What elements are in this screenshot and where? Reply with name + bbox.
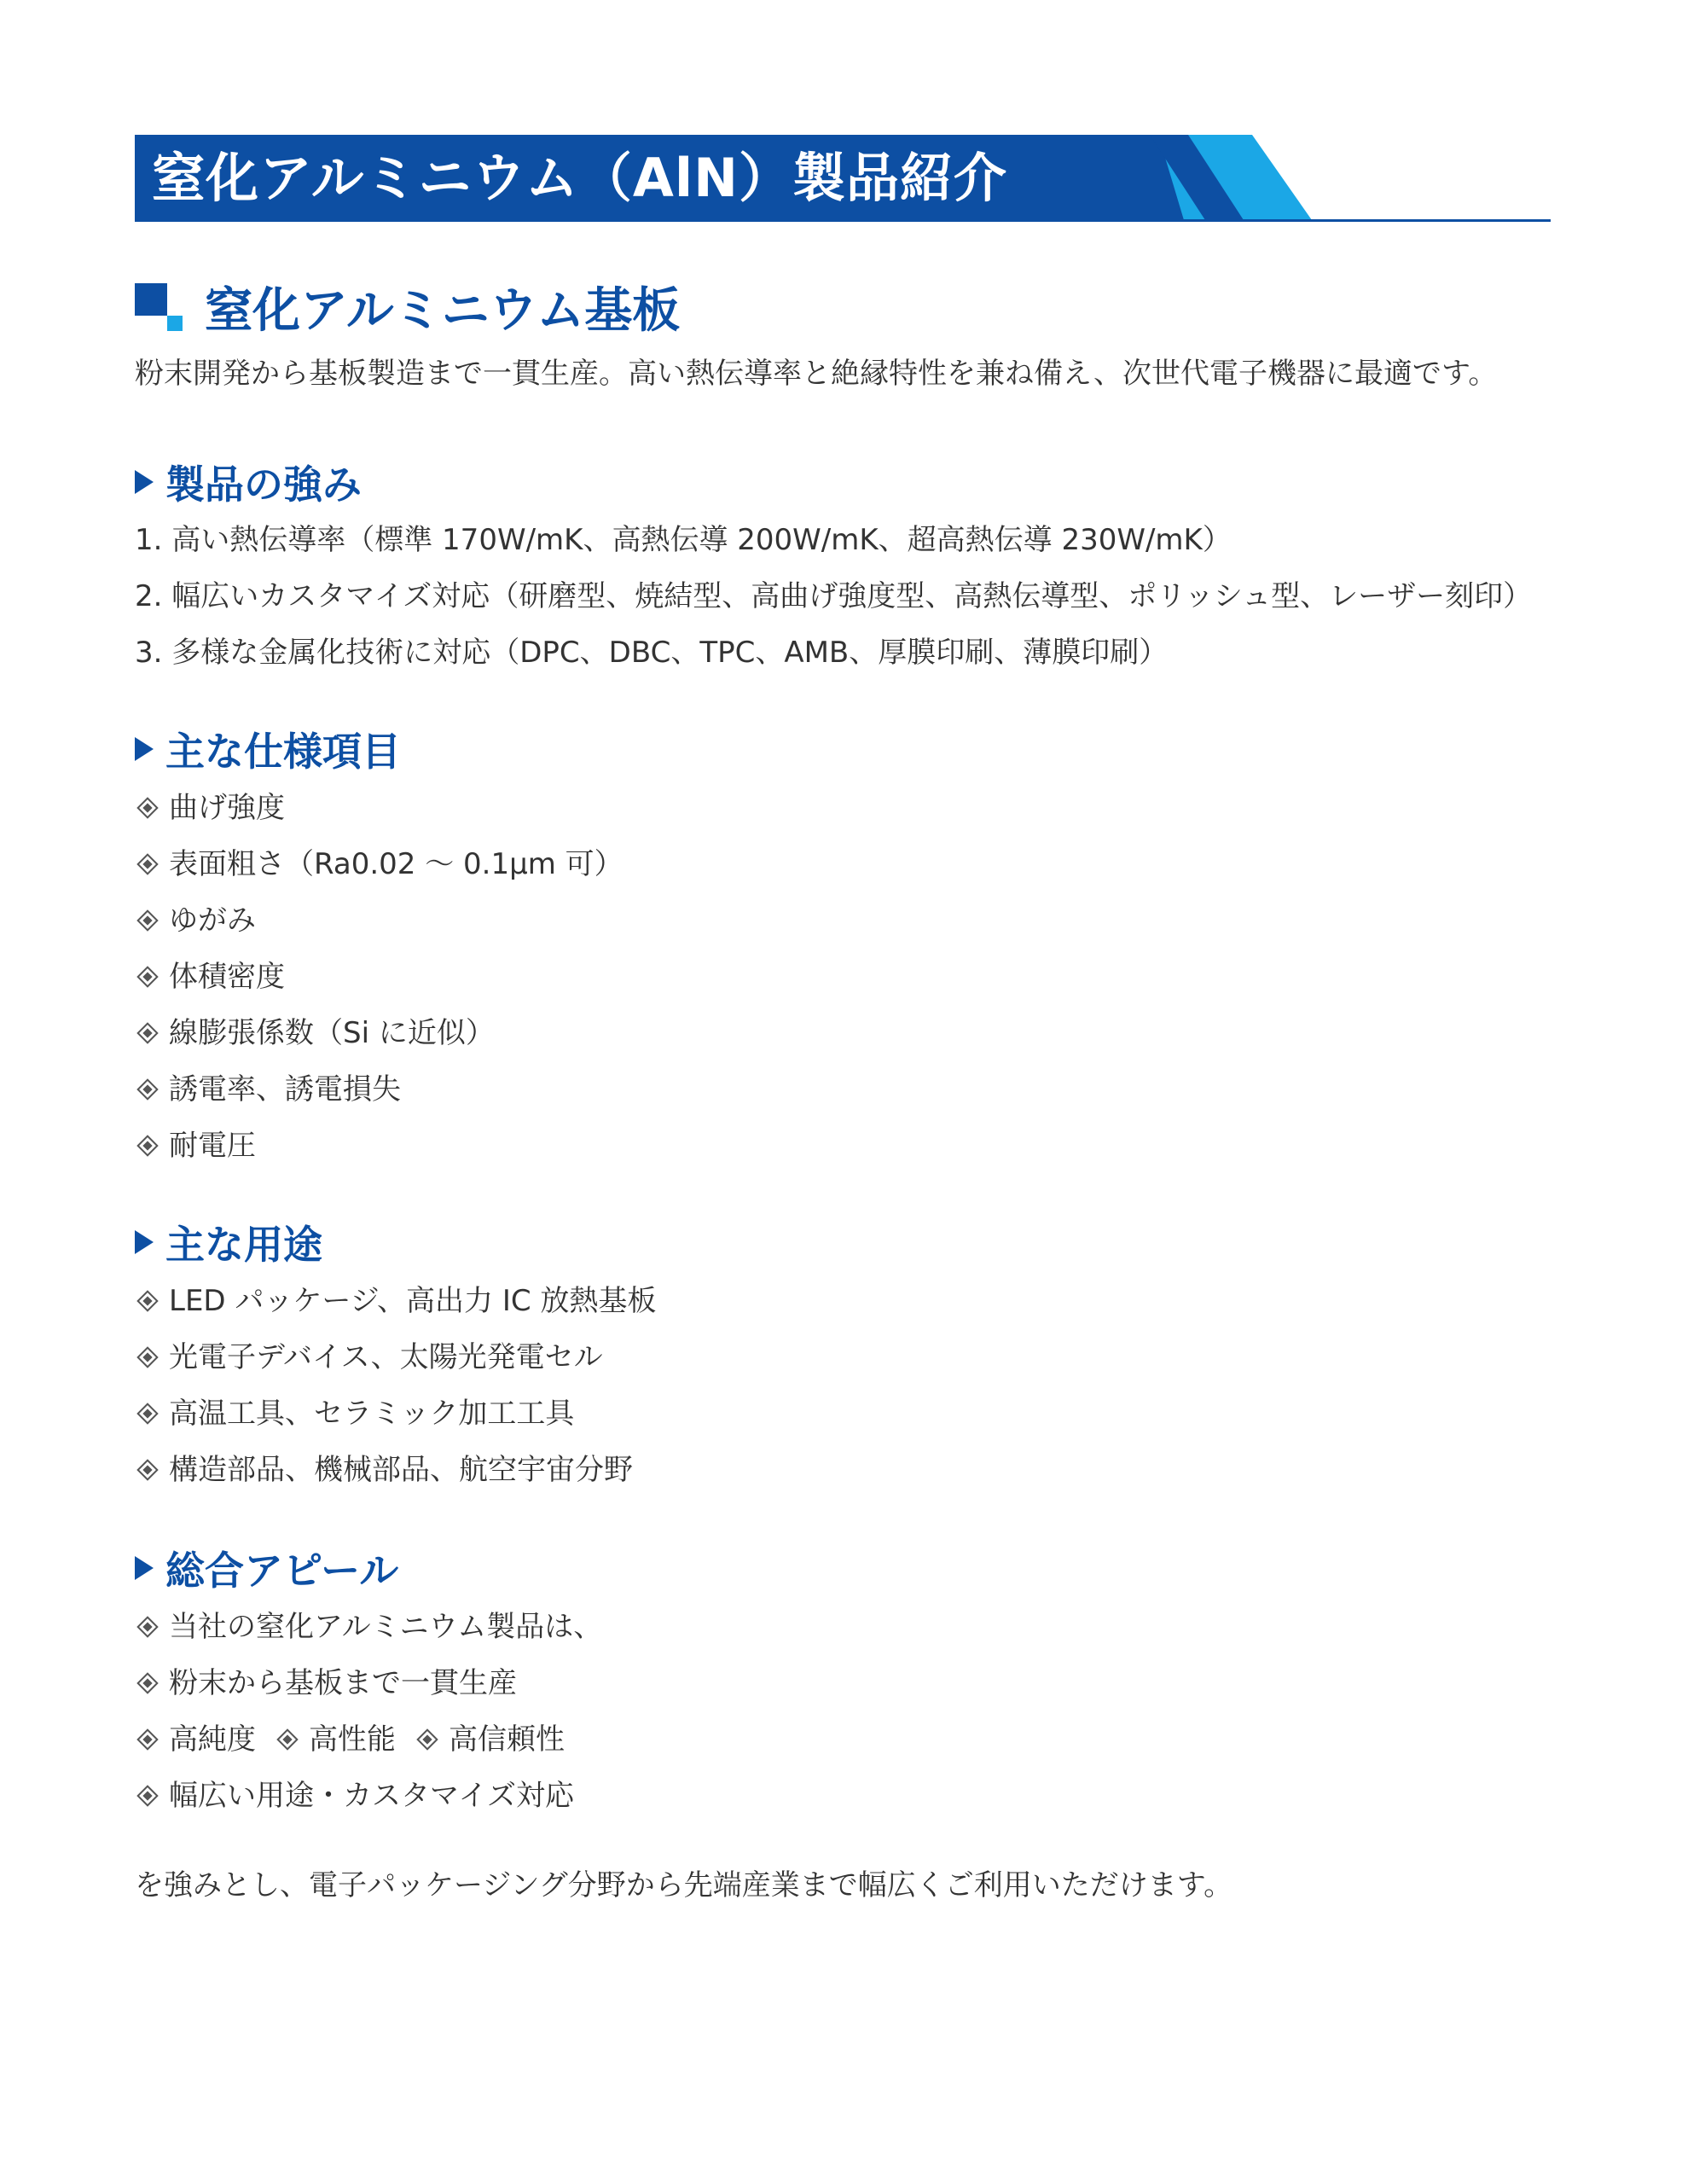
list-item: 表面粗さ（Ra0.02 ～ 0.1μm 可） — [135, 836, 624, 892]
triangle-bullet-icon — [135, 737, 154, 761]
list-item: 高温工具、セラミック加工工具 — [135, 1385, 656, 1442]
diamond-bullet-icon — [276, 1728, 298, 1750]
specs-title: 主な仕様項目 — [165, 729, 401, 775]
list-item: 体積密度 — [135, 949, 624, 1005]
diamond-bullet-icon — [136, 1078, 158, 1100]
intro-paragraph: 粉末開発から基板製造まで一貫生産。高い熱伝導率と絶縁特性を兼ね備え、次世代電子機器に最適です。 — [135, 357, 1498, 391]
product-subtitle: 窒化アルミニウム基板 — [205, 283, 681, 339]
list-item: 耐電圧 — [135, 1118, 624, 1174]
diamond-bullet-icon — [136, 1459, 158, 1480]
diamond-bullet-icon — [136, 1135, 158, 1156]
diamond-bullet-icon — [136, 1290, 158, 1311]
list-item: 1. 高い熱伝導率（標準 170W/mK、高熱伝導 200W/mK、超高熱伝導 230W/mK） — [135, 523, 1232, 557]
appeal-heading — [135, 1542, 398, 1594]
diamond-bullet-icon — [136, 797, 158, 818]
diamond-bullet-icon — [136, 1728, 158, 1750]
list-item: LED パッケージ、高出力 IC 放熱基板 — [135, 1273, 656, 1329]
list-item: 2. 幅広いカスタマイズ対応（研磨型、焼結型、高曲げ強度型、高熱伝導型、ポリッシュ型、レーザー刻印） — [135, 579, 1533, 613]
list-item: 粉末から基板まで一貫生産 — [135, 1655, 602, 1711]
page-title: 窒化アルミニウム（AlN）製品紹介 — [152, 147, 1008, 209]
triangle-bullet-icon — [135, 1230, 154, 1254]
uses-heading — [135, 1217, 322, 1268]
triangle-bullet-icon — [135, 470, 154, 494]
diamond-bullet-icon — [416, 1728, 438, 1750]
triangle-bullet-icon — [135, 1556, 154, 1580]
appeal-list — [135, 1599, 602, 1824]
specs-list — [135, 780, 624, 1174]
diamond-bullet-icon — [136, 1672, 158, 1693]
diamond-bullet-icon — [136, 1403, 158, 1424]
list-item: 当社の窒化アルミニウム製品は、 — [135, 1599, 602, 1655]
uses-title: 主な用途 — [165, 1222, 322, 1268]
list-item: ゆがみ — [135, 892, 624, 949]
list-item: 曲げ強度 — [135, 780, 624, 836]
diamond-bullet-icon — [136, 853, 158, 874]
appeal-title: 総合アピール — [165, 1548, 399, 1594]
diamond-bullet-icon — [136, 1022, 158, 1043]
diamond-bullet-icon — [136, 1346, 158, 1368]
section-subtitle-row — [135, 273, 680, 341]
diamond-bullet-icon — [136, 909, 158, 931]
list-item: 幅広い用途・カスタマイズ対応 — [135, 1768, 602, 1824]
diamond-bullet-icon — [136, 1785, 158, 1806]
strengths-heading — [135, 456, 362, 508]
closing-paragraph: を強みとし、電子パッケージング分野から先端産業まで幅広くご利用いただけます。 — [135, 1868, 1233, 1902]
list-item: 光電子デバイス、太陽光発電セル — [135, 1329, 656, 1385]
specs-heading — [135, 723, 401, 775]
header-banner — [135, 135, 1551, 222]
square-bullet-icon — [135, 283, 183, 331]
uses-list — [135, 1273, 656, 1498]
list-item: 線膨張係数（Si に近似） — [135, 1005, 624, 1061]
strengths-title: 製品の強み — [165, 462, 362, 508]
list-item: 3. 多様な金属化技術に対応（DPC、DBC、TPC、AMB、厚膜印刷、薄膜印刷） — [135, 636, 1169, 670]
list-item: 構造部品、機械部品、航空宇宙分野 — [135, 1442, 656, 1498]
diamond-bullet-icon — [136, 1616, 158, 1637]
list-item-inline-group: 高純度 高性能 高信頼性 — [135, 1711, 602, 1768]
list-item: 誘電率、誘電損失 — [135, 1061, 624, 1118]
strengths-list — [135, 512, 1532, 681]
diamond-bullet-icon — [136, 966, 158, 987]
